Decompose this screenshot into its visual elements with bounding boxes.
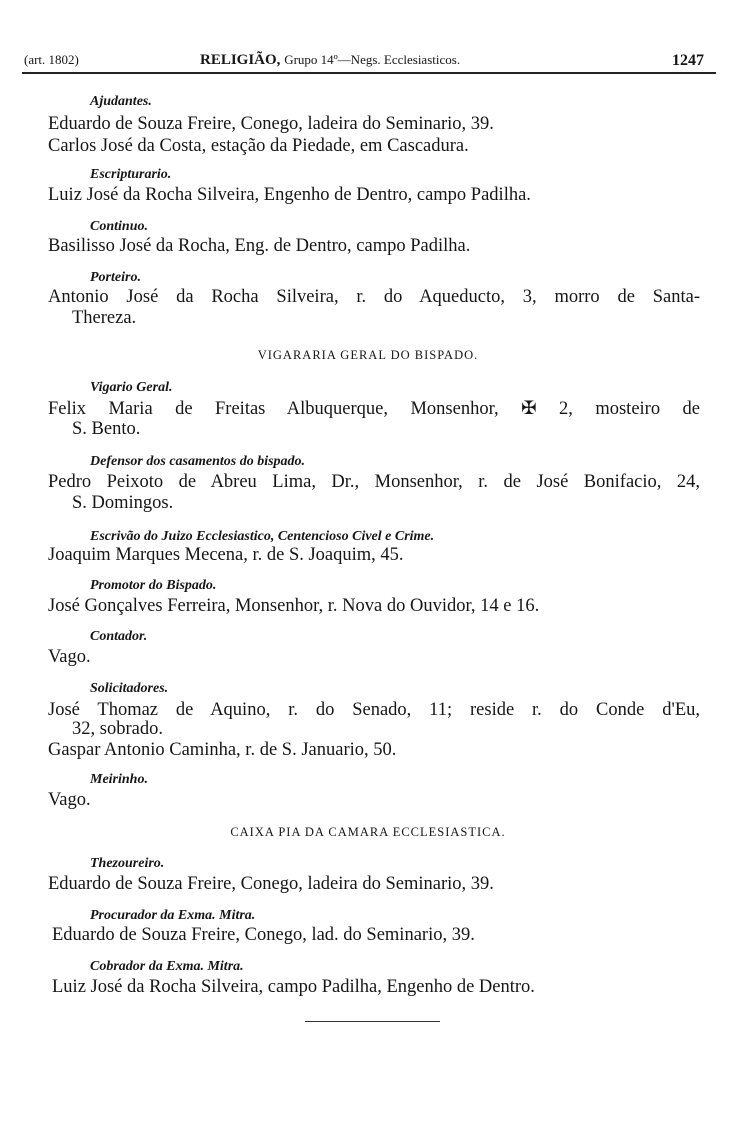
role-heading: Porteiro.: [90, 270, 141, 285]
role-heading: Thezoureiro.: [90, 856, 165, 871]
entry-line: José Gonçalves Ferreira, Monsenhor, r. Nova do Ouvidor, 14 e 16.: [48, 596, 540, 616]
role-heading: Continuo.: [90, 219, 148, 234]
end-rule: [305, 1021, 440, 1022]
role-heading: Solicitadores.: [90, 681, 169, 696]
role-heading: Promotor do Bispado.: [90, 578, 217, 593]
role-heading: Defensor dos casamentos do bispado.: [90, 454, 306, 469]
entry-line: S. Bento.: [72, 419, 141, 439]
role-heading: Meirinho.: [90, 772, 148, 787]
role-heading: Procurador da Exma. Mitra.: [90, 908, 256, 923]
entry-line: Gaspar Antonio Caminha, r. de S. Januario, 50.: [48, 740, 397, 760]
section-title: VIGARARIA GERAL DO BISPADO.: [257, 348, 479, 362]
entry-line: Vago.: [48, 790, 91, 810]
running-title: [200, 52, 460, 69]
entry-line: Eduardo de Souza Freire, Conego, ladeira do Seminario, 39.: [48, 874, 494, 894]
role-heading: Vigario Geral.: [90, 380, 173, 395]
entry-line: 32, sobrado.: [72, 719, 163, 739]
entry-line: Luiz José da Rocha Silveira, campo Padilha, Engenho de Dentro.: [52, 977, 535, 997]
role-heading: Escripturario.: [90, 167, 172, 182]
role-heading: Ajudantes.: [90, 94, 152, 109]
entry-line: Carlos José da Costa, estação da Piedade, em Cascadura.: [48, 136, 469, 156]
entry-line: Eduardo de Souza Freire, Conego, ladeira do Seminario, 39.: [48, 114, 494, 134]
entry-line: Basilisso José da Rocha, Eng. de Dentro, campo Padilha.: [48, 236, 471, 256]
role-heading: Cobrador da Exma. Mitra.: [90, 959, 244, 974]
entry-line: Antonio José da Rocha Silveira, r. do Aqueducto, 3, morro de Santa-: [48, 287, 700, 307]
page-number: 1247: [672, 52, 704, 69]
role-heading: Contador.: [90, 629, 148, 644]
entry-line: Joaquim Marques Mecena, r. de S. Joaquim, 45.: [48, 545, 404, 565]
entry-line: Thereza.: [72, 308, 137, 328]
header-rule: [22, 72, 716, 74]
entry-line: S. Domingos.: [72, 493, 174, 513]
entry-line: Eduardo de Souza Freire, Conego, lad. do Seminario, 39.: [52, 925, 475, 945]
entry-line: José Thomaz de Aquino, r. do Senado, 11; reside r. do Conde d'Eu,: [48, 700, 700, 720]
entry-line: Felix Maria de Freitas Albuquerque, Monsenhor, ✠ 2, mosteiro de: [48, 399, 700, 419]
section-title: CAIXA PIA DA CAMARA ECCLESIASTICA.: [230, 825, 506, 839]
subtitle: Grupo 14º—Negs. Ecclesiasticos.: [284, 52, 461, 67]
entry-line: Pedro Peixoto de Abreu Lima, Dr., Monsenhor, r. de José Bonifacio, 24,: [48, 472, 700, 492]
entry-line: Vago.: [48, 647, 91, 667]
article-reference: (art. 1802): [24, 52, 79, 67]
role-heading: Escrivão do Juizo Ecclesiastico, Centencioso Civel e Crime.: [90, 529, 435, 544]
title: RELIGIÃO,: [200, 52, 281, 68]
entry-line: Luiz José da Rocha Silveira, Engenho de Dentro, campo Padilha.: [48, 185, 531, 205]
